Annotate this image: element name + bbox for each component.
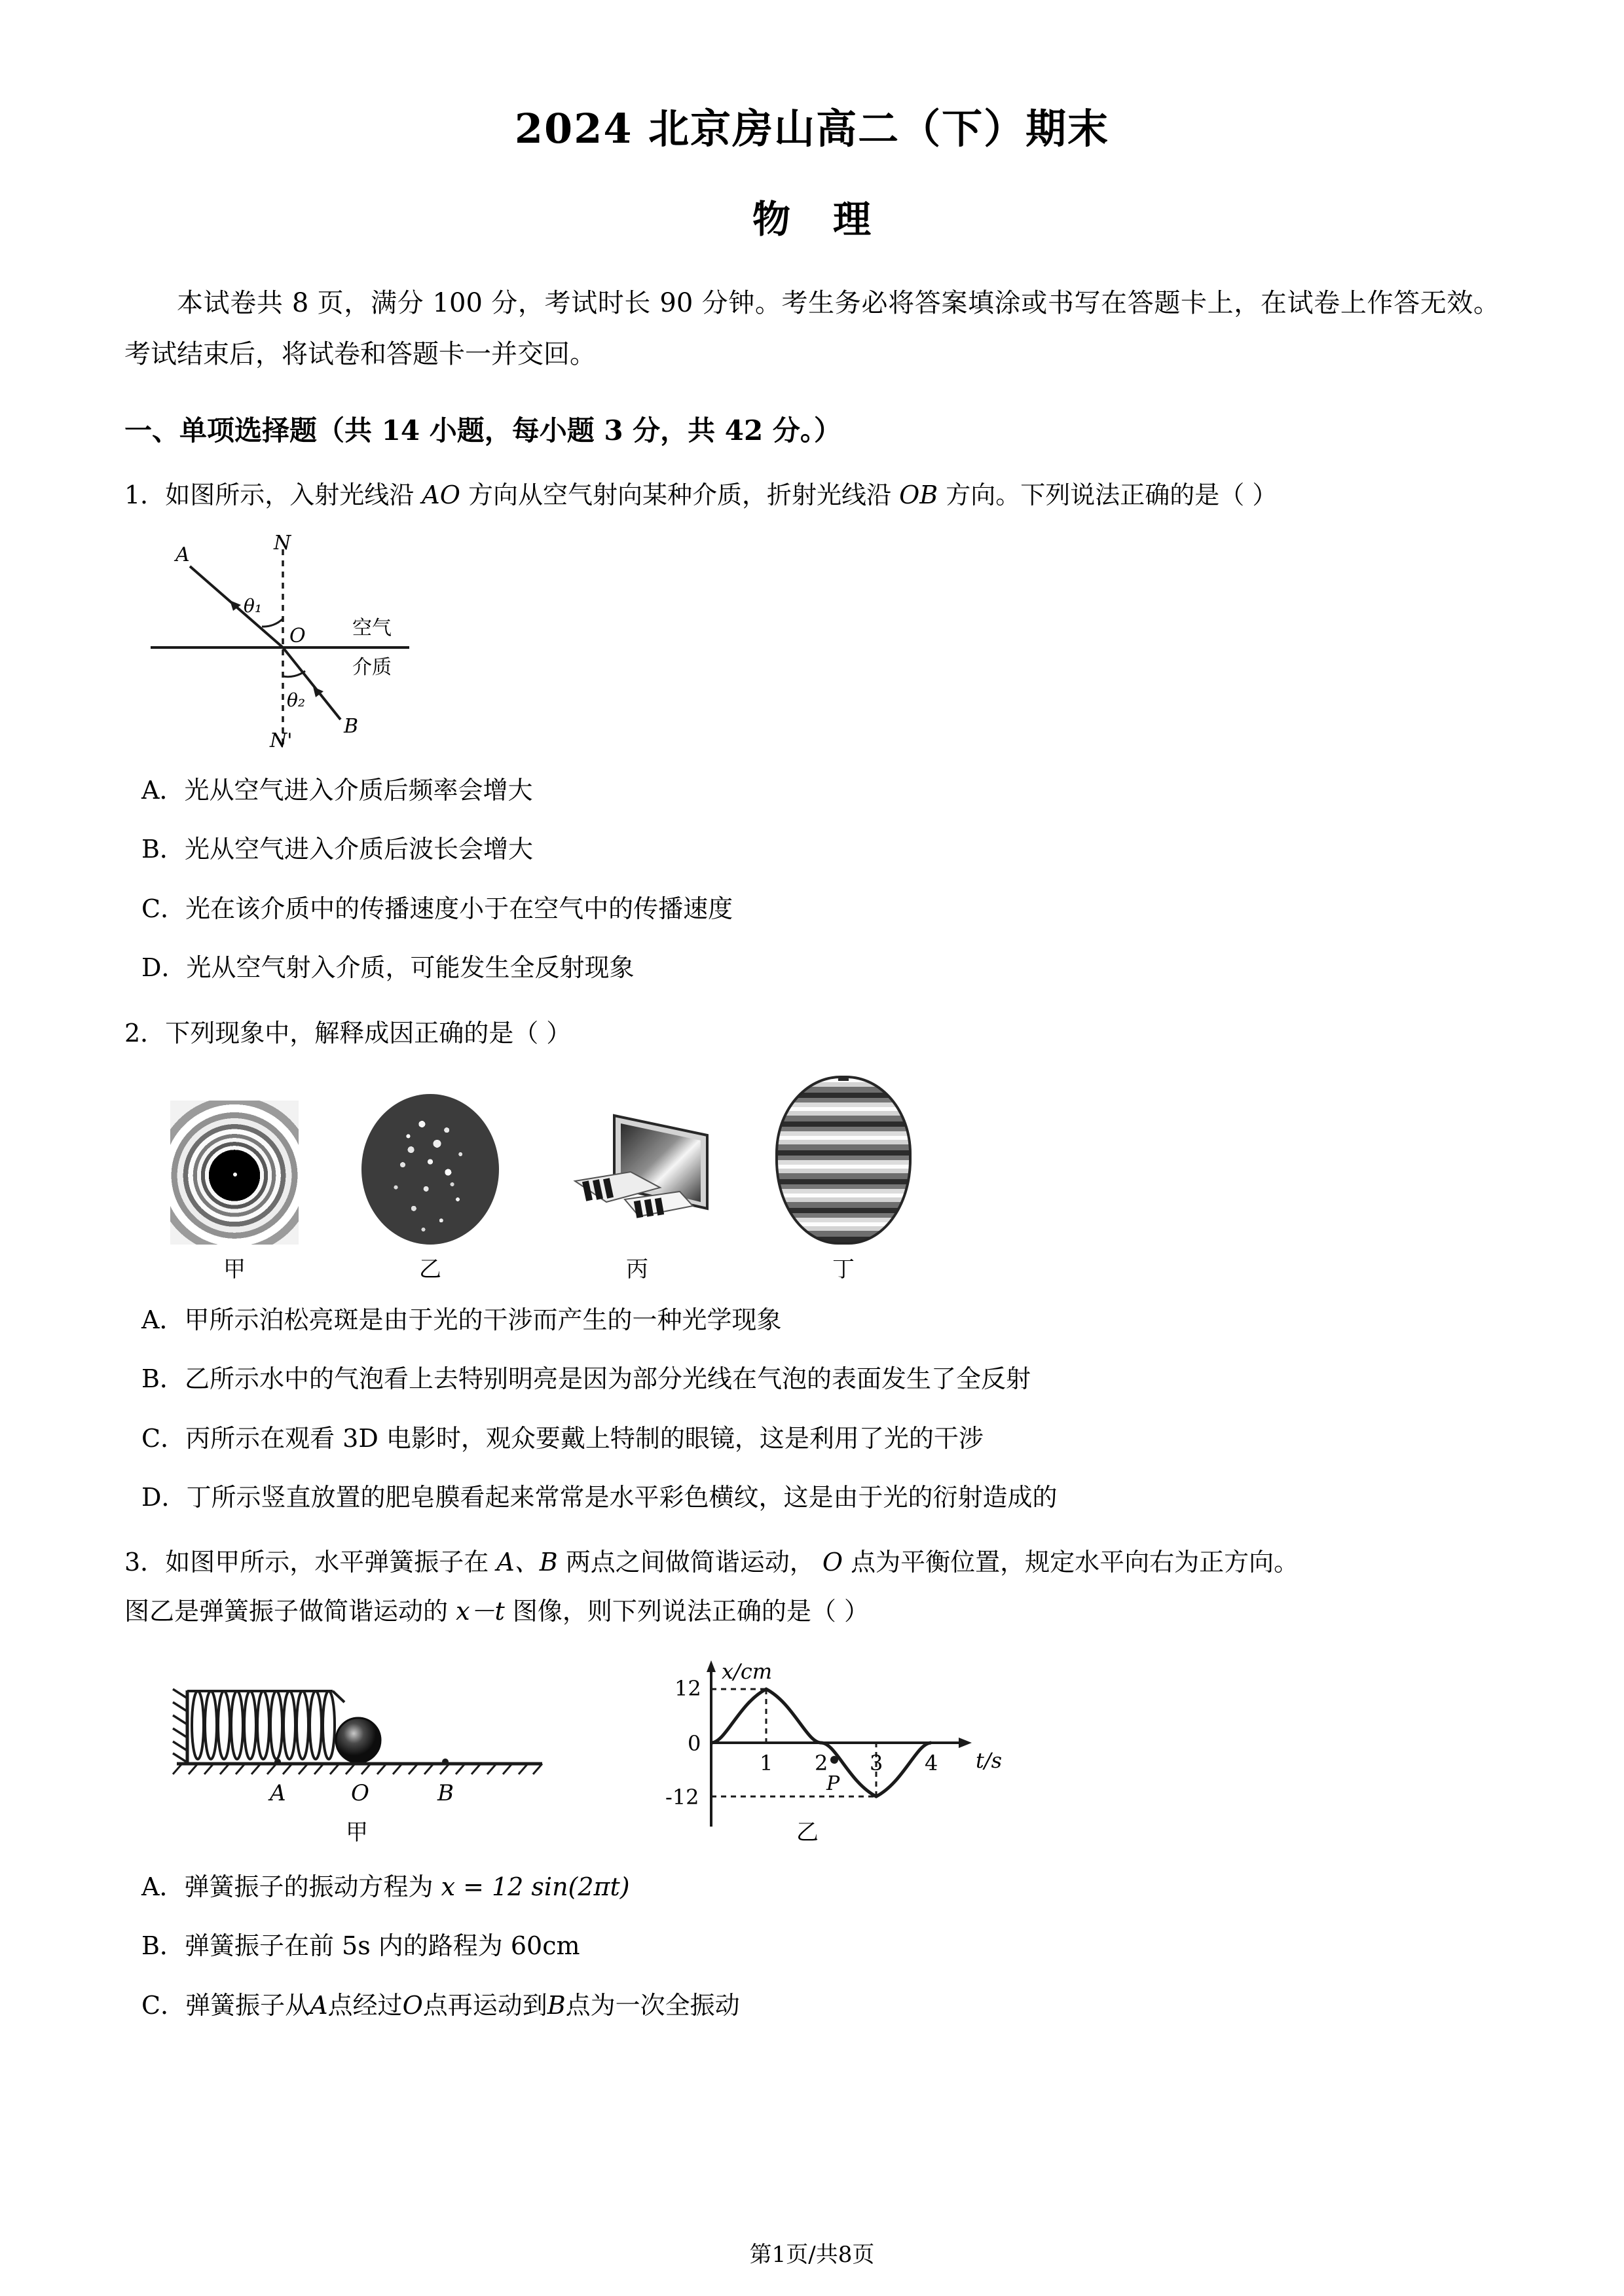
soap-film-photo [775, 1076, 912, 1245]
spring-label-O: O [351, 1780, 369, 1806]
subject-char-2: 理 [833, 196, 872, 242]
q2-text: 下列现象中，解释成因正确的是（ ） [165, 1018, 572, 1048]
spring-figure-caption: 甲 [346, 1819, 368, 1846]
q2-opt-c-text: 丙所示在观看 3D 电影时，观众要戴上特制的眼镜，这是利用了光的干涉 [185, 1423, 984, 1453]
q3-opt-b-text: 弹簧振子在前 5s 内的路程为 60cm [184, 1931, 580, 1961]
subject-title [124, 189, 1500, 244]
bubbles-in-water-photo [361, 1094, 499, 1245]
graph-ylabel: x/cm [722, 1659, 773, 1684]
xt-graph-svg [648, 1651, 1015, 1848]
q3-opt-c-label: C． [141, 1990, 186, 2020]
q1-opt-b-text: 光从空气进入介质后波长会增大 [184, 835, 533, 864]
question-2-option-d [141, 1475, 1500, 1520]
q2-opt-b-text: 乙所示水中的气泡看上去特别明亮是因为部分光线在气泡的表面发生了全反射 [184, 1364, 1031, 1394]
q2-opt-a-text: 甲所示泊松亮斑是由于光的干涉而产生的一种光学现象 [184, 1305, 782, 1334]
q1-opt-d-text: 光从空气射入介质，可能发生全反射现象 [186, 953, 635, 983]
question-1-number: 1． [124, 480, 166, 509]
q3-opt-a-text: 弹簧振子的振动方程为 [184, 1872, 434, 1901]
question-3-stem-line1 [124, 1539, 1500, 1585]
question-1-figure-row [124, 535, 1500, 754]
question-3-option-c [141, 1983, 1500, 2028]
q3-italic-ab: A、B [496, 1548, 558, 1577]
refraction-diagram-svg [144, 535, 458, 751]
soap-film-holder [838, 1076, 849, 1081]
figure-bing-caption: 丙 [626, 1256, 648, 1283]
graph-xtick-3: 3 [870, 1751, 883, 1776]
q1-opt-a-label: A． [141, 775, 185, 805]
page-title: 2024 北京房山高二（下）期末 [514, 105, 1110, 153]
spring-oscillator-diagram [164, 1651, 570, 1850]
graph-xtick-4: 4 [925, 1751, 938, 1776]
spring-label-B: B [437, 1780, 454, 1806]
question-1-option-b [141, 827, 1500, 871]
label-N-prime: N' [270, 729, 293, 751]
spring-oscillator-svg [164, 1651, 570, 1848]
page-footer: 第1页/共8页 [749, 2242, 875, 2268]
q1-opt-d-label: D． [141, 953, 187, 983]
graph-caption: 乙 [796, 1819, 819, 1846]
question-2-stem [124, 1010, 1500, 1056]
xt-graph [648, 1651, 1015, 1850]
figure-jia-caption: 甲 [223, 1256, 246, 1283]
q3-opt-c-i1: A [310, 1990, 328, 2020]
q1-text-3: 方向。下列说法正确的是（ ） [946, 480, 1278, 509]
spring-label-A: A [270, 1780, 286, 1806]
q2-opt-c-label: C． [141, 1423, 186, 1453]
q3-text-2: 两点之间做简谐运动， [565, 1548, 815, 1577]
question-3-option-b [141, 1923, 1500, 1968]
q1-opt-c-text: 光在该介质中的传播速度小于在空气中的传播速度 [185, 894, 733, 923]
3d-movie-svg [562, 1104, 712, 1245]
q3-text-5: 图像，则下列说法正确的是（ ） [512, 1596, 869, 1626]
q1-opt-a-text: 光从空气进入介质后频率会增大 [184, 775, 533, 805]
subject-char-1: 物 [752, 196, 791, 242]
q3-opt-b-label: B． [141, 1931, 185, 1961]
q3-text-3: 点为平衡位置，规定水平向右为正方向。 [851, 1548, 1299, 1577]
q3-italic-xt: x－t [456, 1596, 505, 1626]
q3-opt-c-m2: 点再运动到 [422, 1990, 547, 2020]
question-2-option-c [141, 1416, 1500, 1461]
q3-italic-o: O [822, 1548, 843, 1577]
q3-opt-c-m3: 点为一次全振动 [565, 1990, 740, 2020]
q3-opt-c-i3: B [547, 1990, 566, 2020]
question-1-stem [124, 472, 1500, 518]
question-1-option-d [141, 945, 1500, 990]
q1-text-1: 如图所示，入射光线沿 [165, 480, 415, 509]
label-theta1: θ₁ [244, 594, 263, 617]
figure-jia [170, 1101, 299, 1283]
figure-ding [775, 1076, 912, 1283]
graph-ytick-neg12: -12 [665, 1785, 699, 1810]
question-1-option-a [141, 768, 1500, 812]
q3-opt-a-label: A． [141, 1872, 185, 1901]
q3-opt-c-i2: O [402, 1990, 423, 2020]
label-air: 空气 [352, 616, 392, 640]
q2-opt-b-label: B． [141, 1364, 185, 1394]
label-O: O [289, 624, 306, 647]
q3-opt-a-formula: x = 12 sin(2πt) [441, 1872, 630, 1901]
q3-opt-c-pre: 弹簧振子从 [185, 1990, 310, 2020]
question-3-stem-line2 [124, 1588, 1500, 1634]
refraction-diagram [144, 535, 458, 754]
q1-opt-c-label: C． [141, 894, 186, 923]
question-2-figures [170, 1076, 1500, 1283]
graph-label-P: P [826, 1772, 840, 1795]
q1-italic-ao: AO [422, 480, 460, 509]
label-A: A [175, 543, 190, 566]
question-3-option-a [141, 1865, 1500, 1909]
section-heading: 一、单项选择题（共 14 小题，每小题 3 分，共 42 分。） [124, 414, 841, 446]
figure-ding-caption: 丁 [832, 1256, 855, 1283]
graph-xlabel: t/s [976, 1748, 1003, 1773]
question-3-number: 3． [124, 1548, 166, 1577]
graph-xtick-1: 1 [760, 1751, 773, 1776]
figure-bing [562, 1104, 712, 1283]
graph-ytick-0: 0 [688, 1731, 701, 1756]
graph-xtick-2: 2 [815, 1751, 828, 1776]
q2-opt-d-label: D． [141, 1483, 187, 1512]
figure-yi [361, 1094, 499, 1283]
label-theta2: θ₂ [287, 689, 306, 711]
label-B: B [344, 714, 359, 738]
label-medium: 介质 [352, 655, 392, 679]
3d-movie-screen-photo [562, 1104, 712, 1245]
q1-italic-ob: OB [899, 480, 938, 509]
q2-opt-a-label: A． [141, 1305, 185, 1334]
q3-opt-c-m1: 点经过 [327, 1990, 403, 2020]
label-N: N [274, 534, 291, 555]
q3-text-1: 如图甲所示，水平弹簧振子在 [165, 1548, 489, 1577]
question-2-number: 2． [124, 1018, 166, 1048]
q3-text-4: 图乙是弹簧振子做简谐运动的 [124, 1596, 449, 1626]
figure-yi-caption: 乙 [419, 1256, 441, 1283]
q1-text-2: 方向从空气射向某种介质，折射光线沿 [468, 480, 892, 509]
poisson-bright-spot-photo [170, 1101, 299, 1245]
question-1-option-c [141, 886, 1500, 931]
q1-opt-b-label: B． [141, 835, 185, 864]
graph-ytick-12: 12 [674, 1676, 701, 1701]
question-2-option-b [141, 1357, 1500, 1401]
exam-instructions: 本试卷共 8 页，满分 100 分，考试时长 90 分钟。考生务必将答案填涂或书写在答题卡上，在试卷上作答无效。考试结束后，将试卷和答题卡一并交回。 [124, 287, 1500, 369]
q2-opt-d-text: 丁所示竖直放置的肥皂膜看起来常常是水平彩色横纹，这是由于光的衍射造成的 [186, 1483, 1058, 1512]
question-3-figure-row [164, 1651, 1500, 1850]
question-2-option-a [141, 1298, 1500, 1342]
